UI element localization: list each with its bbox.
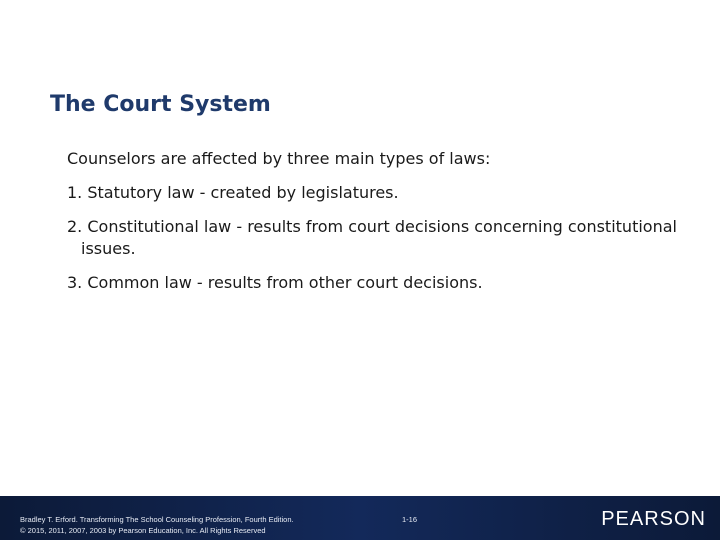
page-number: 1-16 xyxy=(402,515,418,524)
citation-line-2: © 2015, 2011, 2007, 2003 by Pearson Education, Inc. All Rights Reserved xyxy=(20,526,266,535)
footer-citation xyxy=(20,514,294,536)
footer-bar xyxy=(0,496,720,540)
slide-body xyxy=(67,148,677,306)
intro-text: Counselors are affected by three main types of laws: xyxy=(67,149,491,168)
pearson-logo: PEARSON xyxy=(601,508,706,530)
list-item-constitutional: 2. Constitutional law - results from court decisions concerning constitutional issues. xyxy=(67,217,677,258)
list-item-common: 3. Common law - results from other court decisions. xyxy=(67,273,483,292)
citation-line-1: Bradley T. Erford. Transforming The School Counseling Profession, Fourth Edition. xyxy=(20,515,294,524)
slide-title: The Court System xyxy=(50,92,271,117)
list-item-statutory: 1. Statutory law - created by legislatures. xyxy=(67,183,399,202)
